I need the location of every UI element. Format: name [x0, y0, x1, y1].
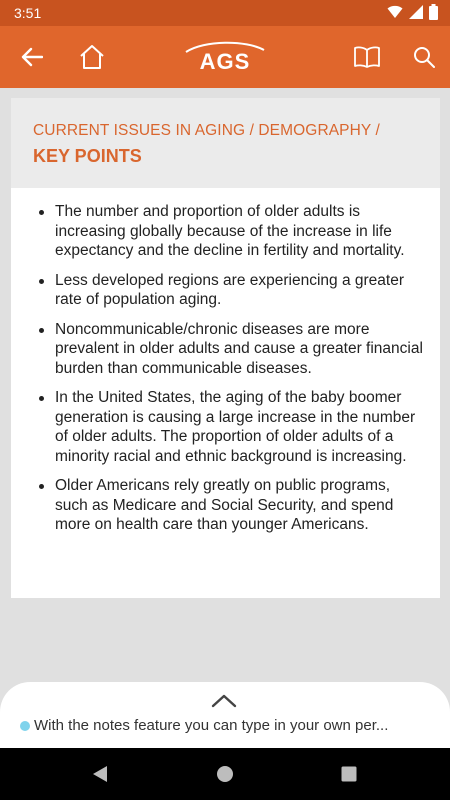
system-nav-bar — [0, 748, 450, 800]
notes-panel[interactable] — [0, 682, 450, 748]
logo-text: AGS — [199, 49, 251, 74]
nav-back-icon[interactable] — [88, 762, 112, 786]
list-item — [33, 271, 426, 310]
list-item-text: Noncommunicable/chronic diseases are more prevalent in older adults and cause a greater financial burden than communicable diseases. — [55, 320, 423, 377]
bullet-icon — [39, 279, 44, 284]
card-header — [11, 98, 440, 188]
nav-home-icon[interactable] — [213, 762, 237, 786]
key-points-card — [11, 98, 440, 598]
back-arrow-icon[interactable] — [8, 26, 56, 88]
list-item-text: In the United States, the aging of the baby boomer generation is causing a large increase in the number of older adults. The proportion of older adults of a minority racial and ethnic background is increasing. — [55, 389, 416, 465]
notes-hint-text: With the notes feature you can type in your own per... — [34, 717, 389, 734]
info-dot-icon — [20, 721, 30, 731]
signal-icon — [409, 5, 423, 22]
chevron-up-icon[interactable] — [211, 694, 237, 713]
nav-recents-icon[interactable] — [337, 762, 361, 786]
search-icon[interactable] — [400, 26, 448, 88]
battery-icon — [429, 4, 438, 23]
app-bar — [0, 26, 450, 88]
breadcrumb[interactable]: CURRENT ISSUES IN AGING / DEMOGRAPHY / — [33, 122, 380, 139]
list-item — [33, 202, 426, 261]
bullet-icon — [39, 328, 44, 333]
home-icon[interactable] — [68, 26, 116, 88]
bullet-icon — [39, 396, 44, 401]
list-item — [33, 388, 426, 466]
list-item-text: Less developed regions are experiencing a greater rate of population aging. — [55, 271, 404, 308]
page-title: KEY POINTS — [33, 146, 142, 166]
wifi-icon — [387, 5, 403, 22]
bullet-icon — [39, 210, 44, 215]
list-item — [33, 476, 426, 535]
key-points-list — [11, 188, 440, 535]
bullet-icon — [39, 484, 44, 489]
status-bar — [0, 0, 450, 26]
book-icon[interactable] — [343, 26, 391, 88]
list-item-text: The number and proportion of older adults is increasing globally because of the increase in life expectancy and the decline in fertility and mortality. — [55, 203, 405, 259]
notes-hint — [20, 717, 388, 734]
list-item-text: Older Americans rely greatly on public programs, such as Medicare and Social Security, and spend more on health care than younger Americans. — [55, 477, 394, 533]
list-item — [33, 320, 426, 379]
status-time: 3:51 — [14, 5, 42, 21]
app-logo[interactable] — [180, 36, 270, 78]
